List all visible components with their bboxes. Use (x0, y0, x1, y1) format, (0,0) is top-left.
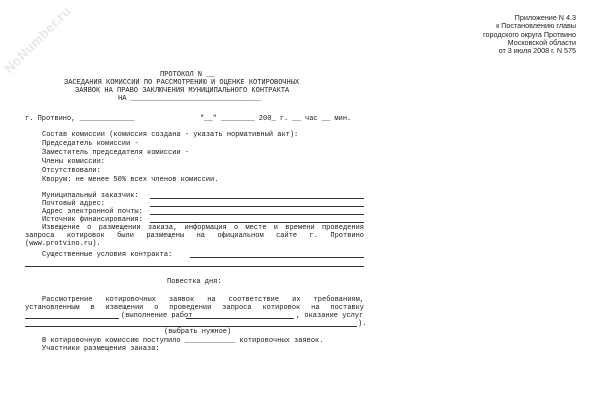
customer-underline (150, 198, 364, 199)
protocol-title: ПРОТОКОЛ N __ (160, 71, 215, 79)
received-line: В котировочную комиссию поступило ____________ котировочных заявок. (42, 337, 324, 345)
appendix-line: от 3 июля 2008 г. N 575 (498, 46, 576, 56)
postal-underline (150, 206, 364, 207)
commission-deputy: Заместитель председателя комиссии - (42, 149, 190, 157)
city-line: г. Протвино, _____________ (25, 115, 135, 123)
postal-label: Почтовый адрес: (42, 200, 106, 208)
agenda-title: Повестка дня: (167, 278, 222, 286)
choose-note: (выбрать нужное) (164, 328, 232, 336)
terms-label: Существенные условия контракта: (42, 251, 173, 259)
agenda-paragraph-2: установленным в извещении о проведении запроса котировок на поставку (25, 304, 364, 312)
email-label: Адрес электронной почты: (42, 208, 143, 216)
commission-chairman: Председатель комиссии - (42, 140, 139, 148)
agenda-paragraph-4-end: ). (358, 320, 367, 328)
watermark: NoNumber.ru (1, 3, 74, 77)
email-underline (150, 214, 364, 215)
protocol-subtitle-1: ЗАСЕДАНИЯ КОМИССИИ ПО РАССМОТРЕНИЮ И ОЦЕНКЕ КОТИРОВОЧНЫХ (64, 79, 300, 87)
terms-underline-2 (25, 266, 364, 267)
appendix-line: Московской области (507, 37, 576, 47)
notice-line-3: (www.protvino.ru). (25, 240, 101, 248)
commission-absent: Отсутствовали: (42, 167, 101, 175)
participants-label: Участники размещения заказа: (42, 345, 160, 353)
agenda-blank-3 (25, 326, 357, 327)
funding-label: Источник финансирования: (42, 216, 143, 224)
appendix-line: Приложение N 4.3 (514, 13, 576, 22)
appendix-line: городского округа Протвино (483, 29, 576, 39)
appendix-line: к Постановлению главы (496, 21, 576, 31)
agenda-paragraph-3-right: , оказание услуг (296, 312, 364, 320)
commission-quorum: Кворум: не менее 50% всех членов комиссии. (42, 176, 219, 184)
agenda-paragraph-3-left: (выполнение работ (121, 312, 193, 320)
protocol-subtitle-3: НА _______________________________ (118, 95, 261, 103)
agenda-paragraph-1: Рассмотрение котировочных заявок на соответствие их требованиям, (42, 296, 364, 304)
commission-members: Члены комиссии: (42, 158, 106, 166)
agenda-blank-1 (25, 318, 119, 319)
date-line: "__" ________ 200_ г. __ час __ мин. (200, 115, 352, 123)
appendix-block (483, 14, 576, 55)
notice-line-2: запроса котировок были размещены на официальном сайте г. Протвино (25, 232, 364, 240)
customer-label: Муниципальный заказчик: (42, 192, 139, 200)
terms-underline (190, 257, 364, 258)
funding-underline (150, 222, 364, 223)
protocol-subtitle-2: ЗАЯВОК НА ПРАВО ЗАКЛЮЧЕНИЯ МУНИЦИПАЛЬНОГО КОНТРАКТА (75, 87, 290, 95)
notice-line-1: Извещение о размещении заказа, информация о месте и времени проведения (42, 224, 364, 232)
agenda-blank-2 (186, 318, 294, 319)
commission-composition: Состав комиссии (комиссия создана - указать нормативный акт): (42, 131, 299, 139)
